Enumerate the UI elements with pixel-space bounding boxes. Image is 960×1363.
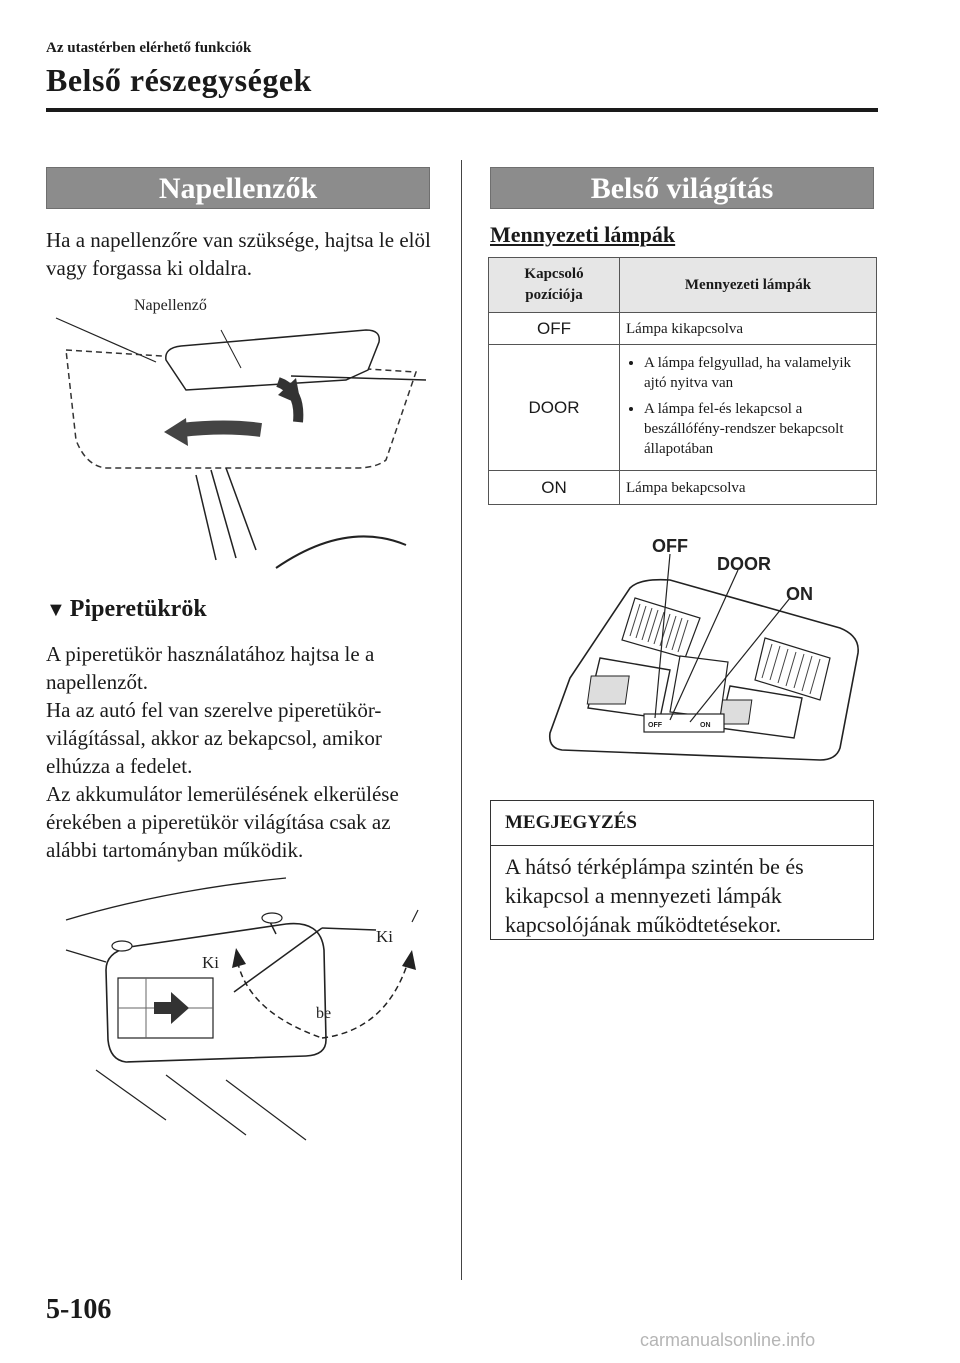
overhead-lamp-illustration [540,528,870,778]
title-rule [46,108,878,112]
mirror-off-left-label: Ki [202,953,219,972]
mirror-on-label: be [316,1005,332,1022]
sun-visor-illustration [46,290,436,580]
overhead-lamps-heading: Mennyezeti lámpák [490,222,676,247]
table-header-row [489,258,877,313]
switch-off-mark: OFF [648,722,662,729]
on-label: ON [786,584,813,604]
note-text: A hátsó térképlámpa szintén be és kikapcsol a mennyezeti lámpák kapcsolójának működtetésekor. [505,854,804,937]
interior-lighting-banner: Belső világítás [490,167,874,209]
column-divider [461,160,462,1280]
vanity-mirror-illustration [46,870,436,1150]
page-number: 5-106 [46,1294,112,1325]
door-label: DOOR [717,554,771,574]
vanity-mirror-heading [46,596,207,623]
page-title: Belső részegységek [46,62,312,98]
position-cell: DOOR [489,345,620,471]
list-item: • A lámpa fel-és lekapcsol a beszállófény-rendszer bekapcsolt állapotában [644,399,870,459]
description-cell: Lámpa kikapcsolva [620,313,877,345]
sun-visor-intro: Ha a napellenzőre van szüksége, hajtsa le elöl vagy forgassa ki oldalra. [46,228,431,280]
triangle-down-icon: ▼ [46,599,66,621]
col-switch-position: Kapcsoló pozíciója [489,258,620,313]
col-overhead-lamps: Mennyezeti lámpák [620,258,877,313]
sun-visor-label: Napellenző [134,297,207,314]
note-box [490,800,874,940]
mirror-off-right-label: Ki [376,927,393,946]
position-cell: ON [489,471,620,505]
vanity-mirror-text: A piperetükör használatához hajtsa le a napellenzőt. Ha az autó fel van szerelve piperetükör-világítással, akkor az bekapcsol, amikor elhúzza a fedelet. Az akkumulátor lemerülésének elkerülése érekében a piperetükör világítása csak az alábbi tartományban működik. [46,642,399,862]
switch-on-mark: ON [700,722,711,729]
breadcrumb: Az utastérben elérhető funkciók [46,40,252,56]
list-item: • A lámpa felgyullad, ha valamelyik ajtó nyitva van [644,353,870,393]
position-cell: OFF [489,313,620,345]
overhead-lamp-table [488,257,877,505]
sun-visor-banner: Napellenzők [46,167,430,209]
note-heading: MEGJEGYZÉS [491,801,873,846]
table-row [489,313,877,345]
description-cell [620,345,877,471]
watermark: carmanualsonline.info [640,1330,816,1350]
vanity-mirror-heading-text: Piperetükrök [69,596,207,622]
off-label: OFF [652,536,688,556]
description-cell: Lámpa bekapcsolva [620,471,877,505]
table-row [489,471,877,505]
table-row [489,345,877,471]
